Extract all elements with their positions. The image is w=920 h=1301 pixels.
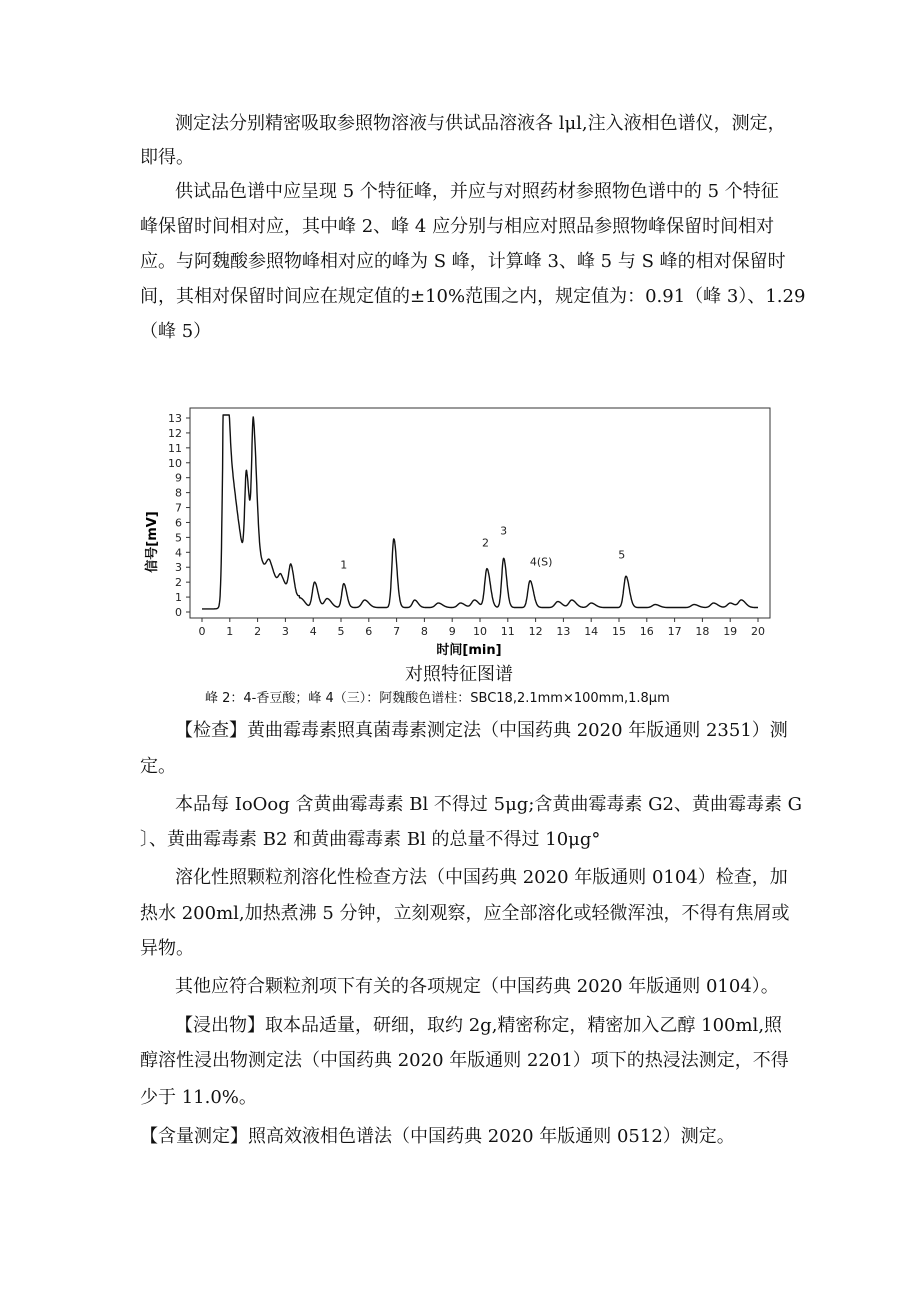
x-tick-label: 12 [528, 625, 543, 638]
paragraph-5-line-1: 溶化性照颗粒剂溶化性检查方法（中国药典 2020 年版通则 0104）检查，加 [175, 867, 788, 888]
chromatogram-trace [202, 415, 758, 609]
x-tick-label: 19 [723, 625, 738, 638]
y-tick-label: 2 [175, 576, 182, 590]
paragraph-7-line-3: 少于 11.0%。 [140, 1087, 257, 1108]
paragraph-2-line-5: （峰 5） [140, 321, 212, 342]
y-tick-label: 6 [175, 516, 182, 530]
paragraph-2-line-3: 应。与阿魏酸参照物峰相对应的峰为 S 峰，计算峰 3、峰 5 与 S 峰的相对保留时 [140, 251, 786, 272]
x-tick-label: 3 [281, 625, 289, 638]
chromatogram-chart [140, 400, 780, 660]
y-tick-label: 10 [168, 456, 182, 470]
paragraph-5-line-3: 异物。 [140, 938, 194, 959]
y-tick-label: 11 [168, 441, 182, 455]
peak-label: 3 [500, 524, 508, 538]
y-axis-label: 信号[mV] [145, 511, 160, 573]
plot-frame [190, 408, 770, 618]
y-tick-label: 8 [175, 486, 182, 500]
x-tick-label: 0 [198, 625, 206, 638]
x-tick-label: 2 [254, 625, 262, 638]
y-tick-label: 9 [175, 471, 182, 485]
x-tick-label: 14 [584, 625, 599, 638]
paragraph-4-line-1: 本品每 IoOog 含黄曲霉毒素 Bl 不得过 5μg;含黄曲霉毒素 G2、黄曲霉毒素 G [175, 794, 803, 815]
y-tick-label: 7 [175, 501, 182, 515]
x-tick-label: 20 [751, 625, 765, 638]
peak-label: 2 [482, 536, 490, 550]
paragraph-7-line-1: 【浸出物】取本品适量，研细，取约 2g,精密称定，精密加入乙醇 100ml,照 [175, 1015, 783, 1036]
x-tick-label: 8 [420, 625, 428, 638]
peak-label: 4(S) [529, 555, 553, 569]
peak-label: 5 [618, 548, 626, 562]
y-tick-label: 1 [175, 591, 182, 605]
paragraph-2-line-2: 峰保留时间相对应，其中峰 2、峰 4 应分别与相应对照品参照物峰保留时间相对 [140, 216, 775, 237]
x-tick-label: 18 [695, 625, 710, 638]
x-tick-label: 9 [448, 625, 456, 638]
x-tick-label: 17 [667, 625, 682, 638]
y-tick-label: 12 [168, 426, 182, 440]
x-tick-label: 16 [639, 625, 654, 638]
paragraph-4-line-2: 〕、黄曲霉毒素 B2 和黄曲霉毒素 Bl 的总量不得过 10μg° [140, 829, 601, 850]
x-tick-label: 7 [393, 625, 401, 638]
paragraph-3-line-2: 定。 [140, 756, 176, 777]
paragraph-8-line-1: 【含量测定】照高效液相色谱法（中国药典 2020 年版通则 0512）测定。 [140, 1126, 735, 1147]
x-tick-label: 4 [309, 625, 317, 638]
peak-label: 1 [340, 558, 348, 572]
x-tick-label: 5 [337, 625, 345, 638]
paragraph-6-line-1: 其他应符合颗粒剂项下有关的各项规定（中国药典 2020 年版通则 0104）。 [175, 976, 779, 997]
paragraph-5-line-2: 热水 200ml,加热煮沸 5 分钟，立刻观察，应全部溶化或轻微浑浊，不得有焦屑或 [140, 903, 790, 924]
paragraph-2-line-4: 间，其相对保留时间应在规定值的±10%范围之内，规定值为：0.91（峰 3）、1.29 [140, 286, 806, 307]
x-tick-label: 1 [226, 625, 234, 638]
paragraph-1-line-1: 测定法分别精密吸取参照物溶液与供试品溶液各 lμl,注入液相色谱仪，测定， [175, 113, 786, 134]
x-axis-label: 时间[min] [436, 643, 502, 658]
y-tick-label: 13 [168, 412, 182, 425]
paragraph-7-line-2: 醇溶性浸出物测定法（中国药典 2020 年版通则 2201）项下的热浸法测定，不得 [140, 1050, 789, 1071]
figure-subcaption: 峰 2：4-香豆酸；峰 4（三）：阿魏酸色谱柱：SBC18,2.1mm×100mm,1.8μm [205, 691, 670, 706]
x-tick-label: 13 [556, 625, 571, 638]
y-tick-label: 0 [175, 606, 182, 619]
figure-caption: 对照特征图谱 [405, 664, 513, 685]
y-tick-label: 4 [175, 546, 182, 560]
paragraph-2-line-1: 供试品色谱中应呈现 5 个特征峰，并应与对照药材参照物色谱中的 5 个特征 [175, 181, 779, 202]
x-tick-label: 6 [365, 625, 373, 638]
x-tick-label: 10 [473, 625, 487, 638]
x-tick-label: 11 [500, 625, 515, 638]
y-tick-label: 5 [175, 531, 182, 545]
x-tick-label: 15 [612, 625, 626, 638]
y-tick-label: 3 [175, 561, 182, 575]
paragraph-1-line-2: 即得。 [140, 147, 194, 168]
paragraph-3-line-1: 【检查】黄曲霉毒素照真菌毒素测定法（中国药典 2020 年版通则 2351）测 [175, 720, 788, 741]
